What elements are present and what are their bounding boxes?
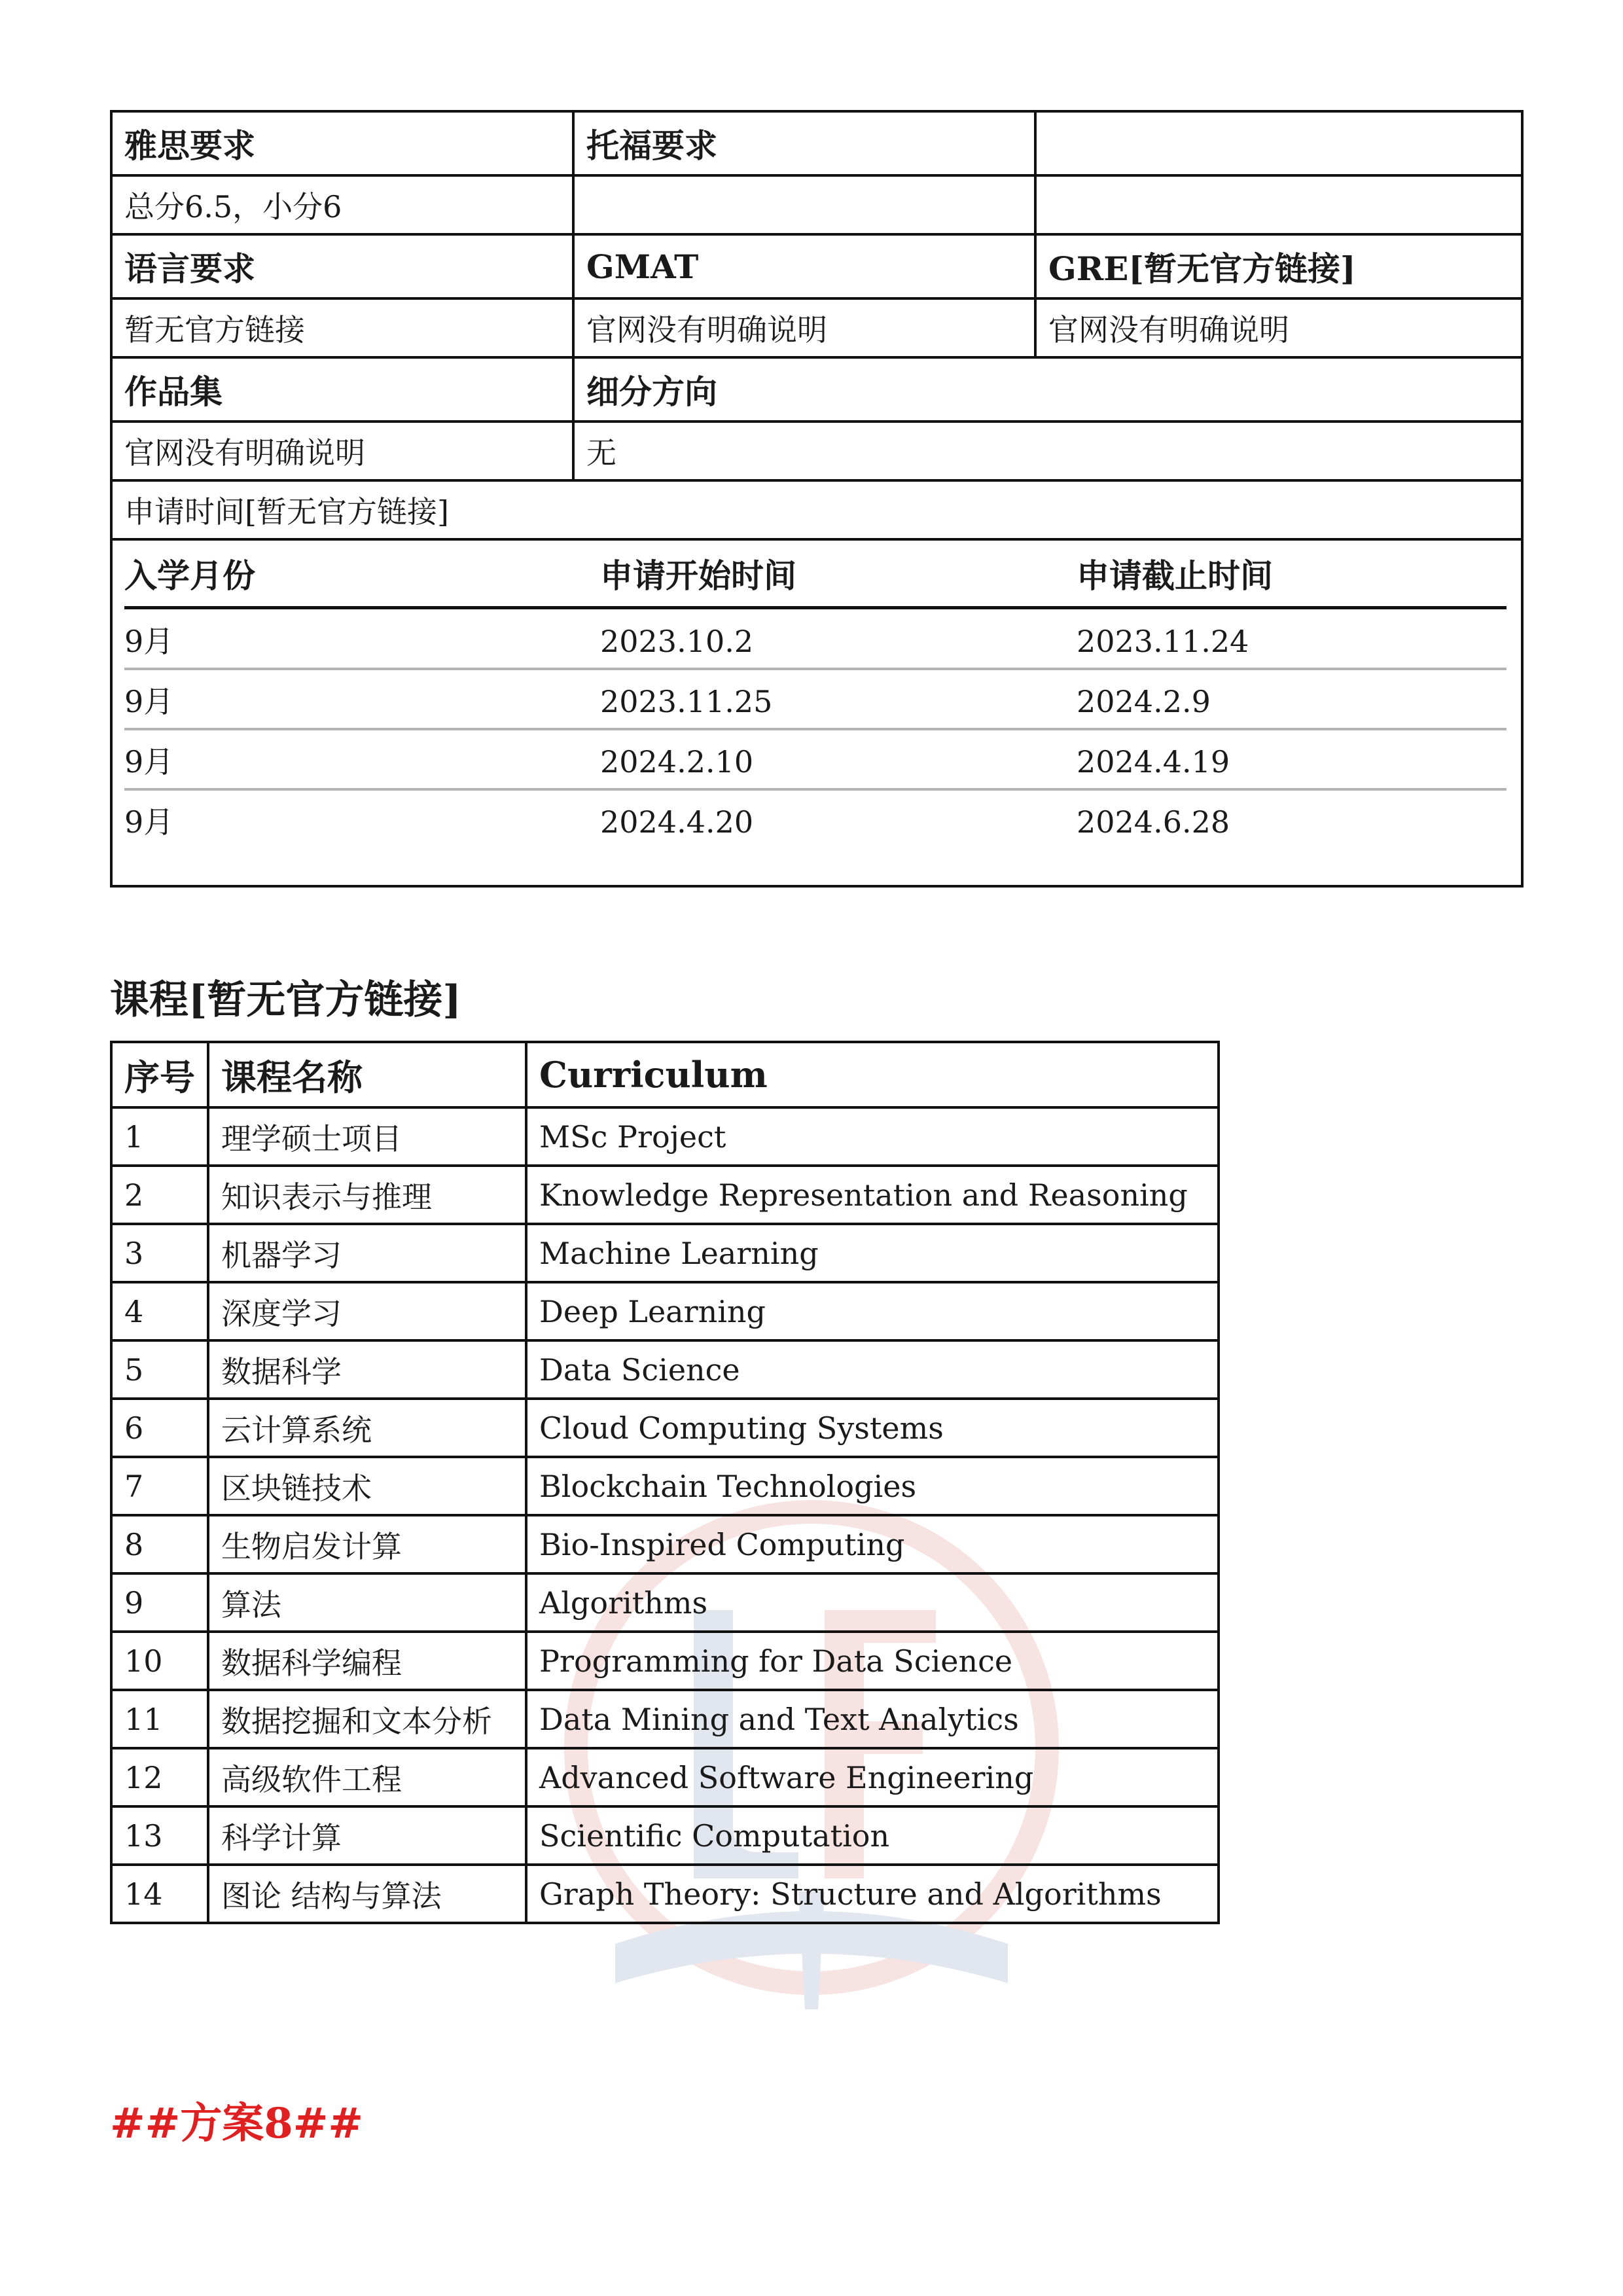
courses-header-chinese: 课程名称 [208,1042,526,1107]
courses-table [110,1041,1220,1924]
schedule-start: 2023.10.2 [600,624,754,659]
courses-header-number: 序号 [111,1042,208,1107]
table-row [111,1748,1219,1806]
course-number: 3 [111,1224,208,1282]
plan-label: ##方案8## [110,2099,364,2148]
toefl-value [573,175,1035,234]
course-name-en: Graph Theory: Structure and Algorithms [526,1865,1219,1923]
table-row [111,1282,1219,1340]
course-name-cn: 图论 结构与算法 [208,1865,526,1923]
course-name-en: Programming for Data Science [526,1632,1219,1690]
schedule-intake: 9月 [124,684,174,719]
schedule-start: 2024.4.20 [600,804,754,840]
direction-value: 无 [573,422,1522,480]
schedule-header-intake: 入学月份 [124,556,255,595]
schedule-header-start: 申请开始时间 [600,556,796,595]
table-row [111,1690,1219,1748]
schedule-header-rule [124,606,1507,609]
table-row [111,1457,1219,1515]
schedule-deadline: 2024.2.9 [1077,684,1211,719]
course-number: 12 [111,1748,208,1806]
course-number: 6 [111,1399,208,1457]
toefl-label: 托福要求 [573,111,1035,175]
course-name-cn: 理学硕士项目 [208,1107,526,1166]
courses-header-row [111,1042,1219,1107]
course-number: 7 [111,1457,208,1515]
empty-cell [1035,111,1522,175]
table-row [111,1399,1219,1457]
schedule-deadline: 2024.4.19 [1077,744,1230,780]
schedule-intake: 9月 [124,804,174,840]
table-row [111,1166,1219,1224]
course-name-cn: 高级软件工程 [208,1748,526,1806]
course-name-cn: 算法 [208,1573,526,1632]
table-row [111,1806,1219,1865]
schedule-start: 2024.2.10 [600,744,754,780]
schedule-intake: 9月 [124,624,174,659]
schedule-start: 2023.11.25 [600,684,773,719]
course-name-en: Data Mining and Text Analytics [526,1690,1219,1748]
requirements-table [110,110,1524,888]
course-number: 9 [111,1573,208,1632]
table-row [111,1515,1219,1573]
table-row [111,1107,1219,1166]
course-name-en: Machine Learning [526,1224,1219,1282]
empty-cell [1035,175,1522,234]
schedule-header-deadline: 申请截止时间 [1077,556,1273,595]
course-name-cn: 机器学习 [208,1224,526,1282]
schedule-cell [111,539,1522,886]
course-name-en: Deep Learning [526,1282,1219,1340]
course-number: 13 [111,1806,208,1865]
portfolio-label: 作品集 [111,357,573,422]
application-time-label: 申请时间[暂无官方链接] [111,480,1522,539]
ielts-label: 雅思要求 [111,111,573,175]
language-value: 暂无官方链接 [111,298,573,357]
course-number: 10 [111,1632,208,1690]
gmat-label: GMAT [573,234,1035,298]
course-name-en: Advanced Software Engineering [526,1748,1219,1806]
course-name-cn: 生物启发计算 [208,1515,526,1573]
courses-title: 课程[暂无官方链接] [110,977,461,1023]
direction-label: 细分方向 [573,357,1522,422]
course-name-en: Scientific Computation [526,1806,1219,1865]
course-number: 1 [111,1107,208,1166]
course-number: 4 [111,1282,208,1340]
table-row [111,1224,1219,1282]
course-number: 11 [111,1690,208,1748]
course-name-cn: 数据科学编程 [208,1632,526,1690]
course-name-cn: 科学计算 [208,1806,526,1865]
table-row [111,1632,1219,1690]
course-number: 5 [111,1340,208,1399]
course-number: 2 [111,1166,208,1224]
schedule-row [124,670,1507,726]
schedule-row [124,791,1507,847]
schedule-table [113,541,1521,885]
course-name-cn: 知识表示与推理 [208,1166,526,1224]
table-row [111,1340,1219,1399]
schedule-header-row [124,543,1507,600]
course-name-en: Algorithms [526,1573,1219,1632]
schedule-row [124,730,1507,787]
gre-label: GRE[暂无官方链接] [1035,234,1522,298]
course-name-cn: 区块链技术 [208,1457,526,1515]
table-row [111,1865,1219,1923]
course-name-en: Bio-Inspired Computing [526,1515,1219,1573]
courses-header-curriculum: Curriculum [526,1042,1219,1107]
ielts-value: 总分6.5，小分6 [111,175,573,234]
schedule-intake: 9月 [124,744,174,780]
language-label: 语言要求 [111,234,573,298]
schedule-deadline: 2024.6.28 [1077,804,1230,840]
course-name-en: Blockchain Technologies [526,1457,1219,1515]
schedule-deadline: 2023.11.24 [1077,624,1249,659]
course-name-cn: 云计算系统 [208,1399,526,1457]
course-name-cn: 深度学习 [208,1282,526,1340]
course-name-cn: 数据科学 [208,1340,526,1399]
table-row [111,1573,1219,1632]
gmat-value: 官网没有明确说明 [573,298,1035,357]
schedule-row [124,610,1507,666]
course-name-en: Cloud Computing Systems [526,1399,1219,1457]
course-name-en: MSc Project [526,1107,1219,1166]
course-name-cn: 数据挖掘和文本分析 [208,1690,526,1748]
course-name-en: Data Science [526,1340,1219,1399]
course-name-en: Knowledge Representation and Reasoning [526,1166,1219,1224]
course-number: 14 [111,1865,208,1923]
gre-value: 官网没有明确说明 [1035,298,1522,357]
course-number: 8 [111,1515,208,1573]
portfolio-value: 官网没有明确说明 [111,422,573,480]
